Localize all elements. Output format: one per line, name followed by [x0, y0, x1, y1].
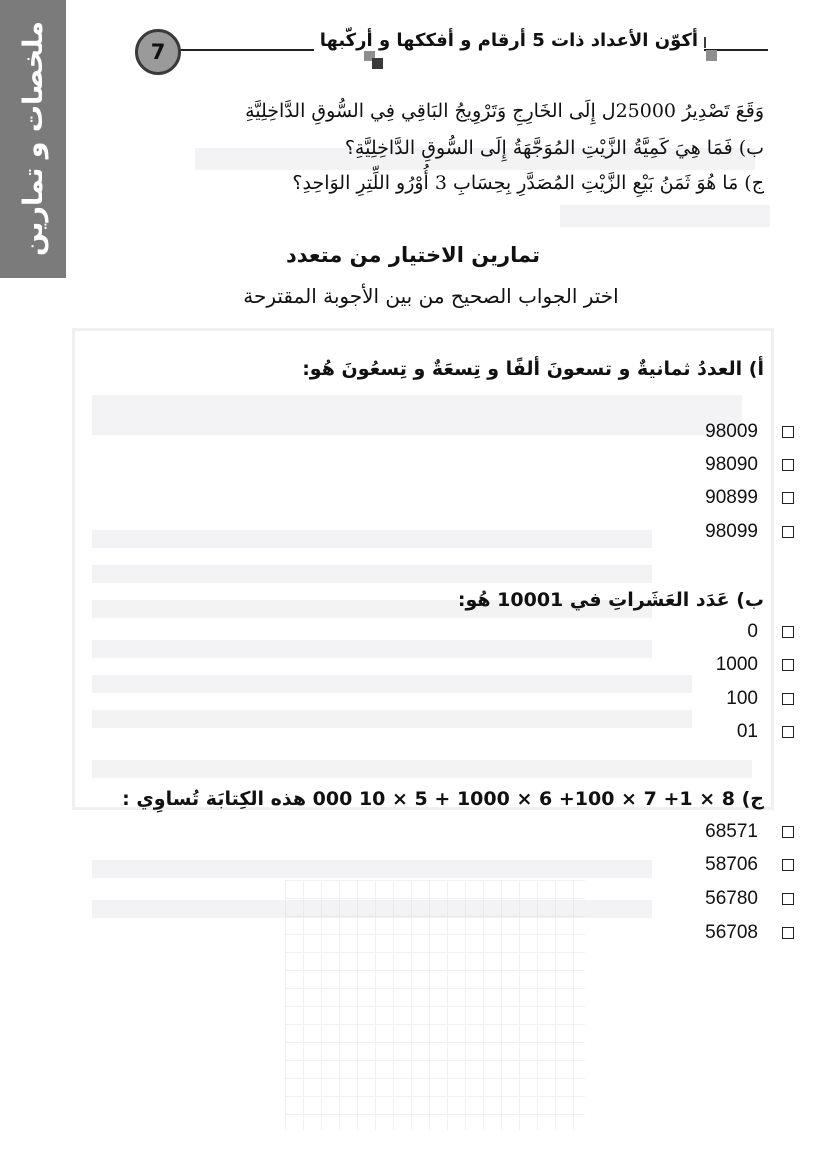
- option-value: 58706: [705, 854, 758, 875]
- option-value: 01: [736, 721, 758, 742]
- option-value: 56708: [705, 922, 758, 943]
- option-checkbox[interactable]: [782, 659, 794, 671]
- option-row[interactable]: [688, 620, 798, 644]
- option-value: 98090: [705, 454, 758, 475]
- option-value: 1000: [715, 654, 758, 675]
- page-number: 7: [150, 40, 166, 64]
- page-number-badge: [135, 29, 181, 75]
- option-row[interactable]: [688, 921, 798, 945]
- option-checkbox[interactable]: [782, 426, 794, 438]
- section-instructions: اختر الجواب الصحيح من بين الأجوبة المقترحة: [243, 284, 619, 308]
- option-row[interactable]: [688, 486, 798, 510]
- option-row[interactable]: [688, 853, 798, 877]
- option-value: 98009: [705, 421, 758, 442]
- option-row[interactable]: [688, 820, 798, 844]
- option-value: 0: [747, 621, 758, 642]
- problem-line: وَقَعَ تَصْدِيرُ 25000ل إِلَى الخَارِجِ وَتَرْوِيجُ البَاقِي فِي السُّوقِ الدَّاخِلِيَّةِ: [245, 100, 764, 122]
- option-row[interactable]: [688, 687, 798, 711]
- option-row[interactable]: [688, 887, 798, 911]
- option-value: 98099: [705, 521, 758, 542]
- option-value: 56780: [705, 888, 758, 909]
- header-square-deco: [706, 50, 717, 61]
- option-checkbox[interactable]: [782, 626, 794, 638]
- option-checkbox[interactable]: [782, 693, 794, 705]
- option-row[interactable]: [688, 453, 798, 477]
- question-title: أ) العددُ ثمانيةٌ و تسعونَ ألفًا و تِسعَةٌ و تِسعُونَ هُو:: [302, 358, 764, 380]
- question-title: ب) عَدَد العَشَراتِ في 10001 هُو:: [457, 589, 764, 611]
- section-title: تمارين الاختيار من متعدد: [286, 243, 540, 267]
- option-row[interactable]: [688, 520, 798, 544]
- option-row[interactable]: [688, 420, 798, 444]
- option-checkbox[interactable]: [782, 459, 794, 471]
- option-checkbox[interactable]: [782, 927, 794, 939]
- question-title: ج) 8 × 1+ 7 × 100+ 6 × 1000 + 5 × 10 000 هذه الكِتابَة تُساوِي :: [122, 788, 764, 810]
- option-row[interactable]: [688, 653, 798, 677]
- problem-question-c: ج) مَا هُوَ ثَمَنُ بَيْعِ الزَّيْتِ المُصَدَّرِ بِحِسَابِ 3 أُوْرُو اللِّتِرِ الوَاحِدِ؟: [292, 172, 764, 194]
- option-checkbox[interactable]: [782, 893, 794, 905]
- option-checkbox[interactable]: [782, 492, 794, 504]
- side-tab-label: ملخصات و تمارين: [17, 21, 49, 257]
- header-square-deco: [372, 58, 383, 69]
- option-checkbox[interactable]: [782, 526, 794, 538]
- option-row[interactable]: [688, 720, 798, 744]
- option-value: 68571: [705, 821, 758, 842]
- option-checkbox[interactable]: [782, 826, 794, 838]
- side-tab: [0, 0, 66, 278]
- option-value: 100: [726, 688, 758, 709]
- option-checkbox[interactable]: [782, 859, 794, 871]
- option-checkbox[interactable]: [782, 726, 794, 738]
- option-value: 90899: [705, 487, 758, 508]
- problem-question-b: ب) فَمَا هِيَ كَمِيَّةُ الزَّيْتِ المُوَجَّهَةُ إِلَى السُّوقِ الدَّاخِلِيَّةِ؟: [344, 137, 764, 159]
- chapter-title: أكوّن الأعداد ذات 5 أرقام و أفككها و أركّبها: [314, 30, 704, 51]
